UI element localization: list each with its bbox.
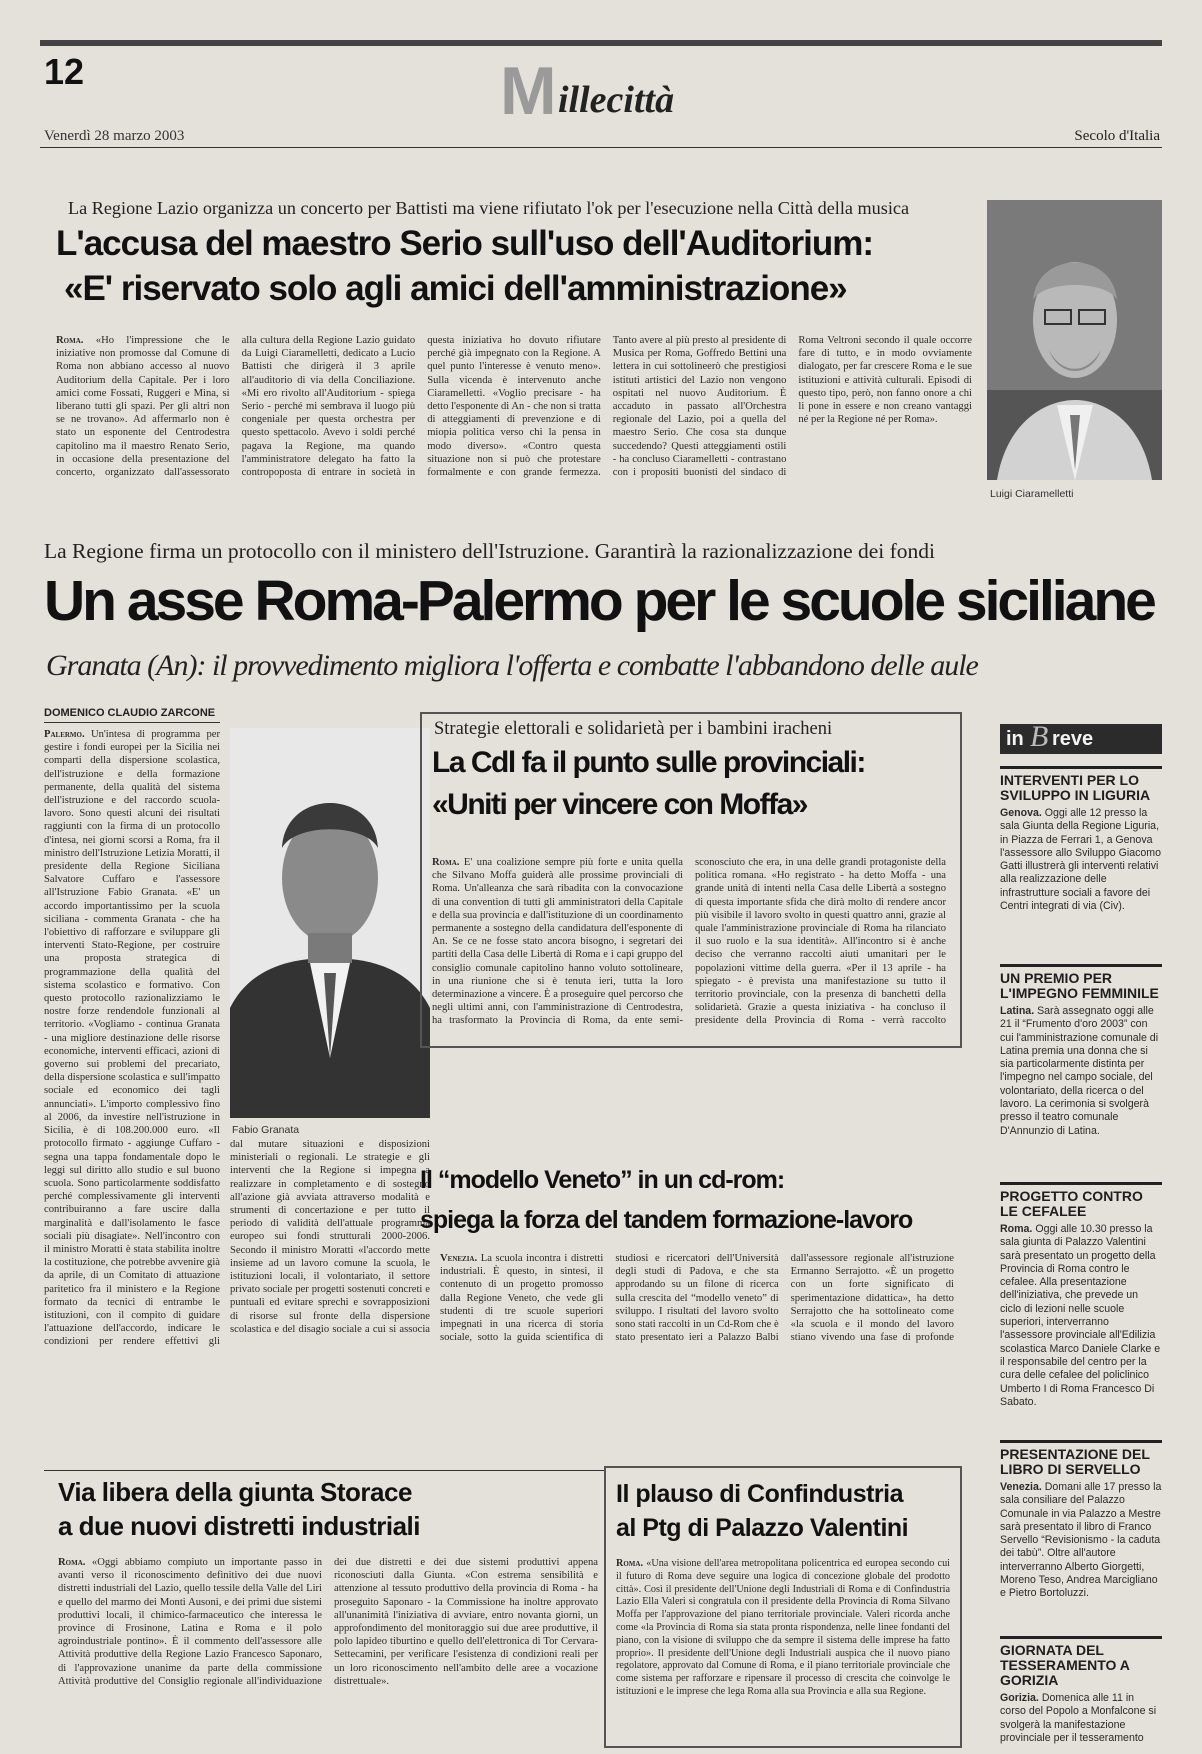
article6-title-line1: Il plauso di Confindustria — [616, 1480, 903, 1508]
article2-text-left: Un'intesa di programma per gestire i fondi europei per la Sicilia nei comparti della dispersione scolastica, dell'istruzione e della formazione permanente, della qualità del sistema dell'istruzione e del raccordo scuola-lavoro. Sono questi alcuni dei risultati raggiunti con la firma di un protocollo d'intesa, nei giorni scorsi a Roma, fra il ministro dell'Istruzione Letizia Moratti, il presidente della Regione Siciliana Salvatore Cuffaro e l'assessore all'Istruzione Fabio Granata. «E' un accordo importantissimo per la scuola siciliana - commenta Granata - che ha l'obiettivo di rafforzare e sviluppare gli interventi Stato-Regione, per costruire una proposta strategica di programmazione della qualità del sistema scolastico e formativo. Con questo protocollo razionalizziamo le nostre forze rendendole funzionali al territorio. «Vogliamo - continua Granata - una migliore destinazione delle risorse economiche, interventi efficaci, azioni di governo sui problemi del precariato, della dispersione scolastica e sull'impatto sociale ed economico dei tagli annunciati». L'importo complessivo fino al 2006, da investire nell'istruzione in Sicilia, è di 108.200.000 euro. «Il protocollo firmato - aggiunge Cuffaro - segna una tappa fondamentale dopo le leggi sul diritto allo studio e sul buono scuola. Sono particolarmente soddisfatto perché complessivamente gli interventi contribuiranno a fare uscire dalla marginalità e dall'isolamento le fasce sociali più disagiate». Nell'incontro con il ministro Moratti è stata stabilita inoltre la costituzione, che potrebbe avvenire già da aprile, di un Comitato di attuazione paritetico fra il ministero e la Regione formato da tecnici di entrambe le istituzioni, con il compito di guidare l'attuazione dell'accordo, indicare le condizioni per rendere effettivi gli — [44, 729, 220, 1348]
article5-title-line2: a due nuovi distretti industriali — [58, 1511, 420, 1541]
article1-body — [56, 334, 972, 496]
breve-item-dateline: Roma. — [1000, 1223, 1033, 1235]
breve-label-rest: reve — [1052, 728, 1094, 750]
article4-text: La scuola incontra i distretti industriali. È questo, in sintesi, il contenuto di un progetto promosso dalla Regione Veneto, che vede gli studenti di tre scuole superiori impegnati in una ricerca di storia sociale, sotto la guida scientifica di studiosi e ricercatori dell'Università degli studi di Padova, e che sta approdando su un filone di ricerca sulla crescita del “modello veneto” di sviluppo. I risultati del lavoro svolto sono stati raccolti in un Cd-Rom che è stato presentato ieri a Palazzo Balbi dall'assessore regionale all'istruzione Ermanno Serrajotto. «È un progetto con un forte significato di sperimentazione didattica», ha detto Serrajotto che ha sottolineato come «la scuola e il mondo del lavoro stiano vivendo una fase di profonde — [440, 1253, 954, 1344]
breve-item-dateline: Venezia. — [1000, 1481, 1042, 1493]
article6-body — [616, 1558, 950, 1738]
article5-title-line1: Via libera della giunta Storace — [58, 1477, 412, 1507]
breve-item — [1000, 964, 1162, 1177]
article6-dateline: Roma. — [616, 1558, 644, 1569]
article3-kicker: Strategie elettorali e solidarietà per i bambini iracheni — [434, 719, 833, 739]
article1-title-line1: L'accusa del maestro Serio sull'uso dell'Auditorium: — [56, 224, 874, 263]
article2-body-left — [44, 728, 220, 1352]
breve-item — [1000, 766, 1162, 969]
article3-text: E' una coalizione sempre più forte e unita quella che Silvano Moffa guiderà alle prossime provinciali di Roma. Un'alleanza che sarà ribadita con la convocazione di una convention di tutti gli amministratori della Capitale e della sua provincia e dall'istituzione di un coordinamento permanente a sostegno della candidatura dell'esponente di An. Se ce ne fosse stato ancora bisogno, i segretari dei partiti della Casa delle Libertà di Roma e i capi gruppo del consiglio comunale capitolino hanno voluto sottolineare, in una riunione che si è tenuta ieri, tutta la loro determinazione a vincere. È a proseguire quel percorso che negli ultimi anni, con l'amministrazione di Centrodestra, ha trasformato la Provincia di Roma, da ente semi-sconosciuto che era, in una delle grandi protagoniste della politica romana. «Ho registrato - ha detto Moffa - una grande unità di intenti nella Casa delle Libertà a sostegno di questa importante sfida che dirà molto di rendere ancor più visibile il lavoro svolto in questi quattro anni, grazie al quale l'amministrazione provinciale di Roma ha rilanciato il suo ruolo e la sua identità». All'incontro si è anche deciso che verranno raccolti aiuti umanitari per le popolazioni vittime della guerra. «Per il 13 aprile - ha spiegato - è prevista una manifestazione su tutto il territorio provinciale, con la presenza di banchetti della solidarietà. Grazie a questa iniziativa - ha concluso il presidente della Provincia di Roma - verrà raccolto — [432, 857, 946, 1027]
article1-text: «Ho l'impressione che le iniziative non promosse dal Comune di Roma non abbiano accesso al nuovo Auditorium della Capitale. Per i loro amici come Fossati, Ruggeri e Mina, si liberano tutti gli spazi. Per gli altri non se ne trovano». Ad affermarlo non è stato un esponente del Centrodestra capitolino ma il maestro Renato Serio, in occasione della presentazione del concerto, organizzato dall'assessorato alla cultura della Regione Lazio guidato da Luigi Ciaramelletti, dedicato a Lucio Battisti che dirigerà il 3 aprile all'auditorio di via della Conciliazione. «Mi ero rivolto all'Auditorium - spiega Serio - perché mi sembrava il luogo più congeniale per questa orchestra per questo spettacolo. Avevo i soldi perché pagava la Regione, ma quando l'amministratore delegato ha fatto la contropoposta di entrare in società in questa iniziativa ho dovuto rifiutare perché già impegnato con la Regione. A quel punto l'interesse è venuto meno». Sulla vicenda è intervenuto anche Ciaramelletti. «Voglio precisare - ha detto l'esponente di An - che non si tratta di atteggiamenti di prevenzione e di miopia politica verso chi la pensa in modo diverso». «Contro questa situazione non si può che protestare formalmente e con grande fermezza. Tanto avere al più presto al presidente di Musica per Roma, Goffredo Bettini una lettera in cui sottolineerò che prestigiosi istituti artistici del Lazio non vengono ospitati nel nuovo Auditorium. È accaduto in passato all'Orchestra regionale del Lazio, poi a quella del maestro Serio. Che cosa sta dunque succedendo? Questi atteggiamenti ostili - ha concluso Ciaramelletti - contrastano con i propositi buonisti del sindaco di Roma Veltroni secondo il quale occorre fare di tutto, e in modo ovviamente dialogato, per far crescere Roma e le sue istituzioni e attività culturali. Episodi di questo tipo, però, non fanno onore a chi li pone in essere e non creano vantaggi né per la Regione né per Roma». — [56, 335, 972, 479]
section-initial: M — [500, 53, 557, 129]
article2-body-right — [230, 1138, 430, 1352]
article1-kicker: La Regione Lazio organizza un concerto per Battisti ma viene rifiutato l'ok per l'esecuzione nella Città della musica — [68, 198, 910, 218]
breve-header — [1000, 720, 1162, 754]
newspaper-name: Secolo d'Italia — [1074, 128, 1160, 144]
article2-photo — [230, 728, 430, 1118]
breve-item — [1000, 1636, 1162, 1751]
article3-body — [432, 856, 946, 1036]
article4-title-line2: spiega la forza del tandem formazione-lavoro — [420, 1206, 913, 1234]
byline-rule — [44, 722, 220, 723]
article2-subtitle: Granata (An): il provvedimento migliora l'offerta e combatte l'abbandono delle aule — [46, 649, 978, 682]
article1-title-line2: «E' riservato solo agli amici dell'amministrazione» — [64, 269, 847, 308]
issue-date: Venerdì 28 marzo 2003 — [44, 128, 185, 144]
breve-item-title: PROGETTO CONTRO LE CEFALEE — [1000, 1188, 1143, 1219]
article3-title-line1: La Cdl fa il punto sulle provinciali: — [432, 746, 865, 779]
header-rule — [40, 147, 1162, 148]
article5-body — [58, 1556, 598, 1746]
breve-item-dateline: Latina. — [1000, 1005, 1035, 1017]
article4-dateline: Venezia. — [440, 1253, 478, 1264]
breve-item-text: Oggi alle 10.30 presso la sala giunta di Palazzo Valentini sarà presentato un progetto della Provincia di Roma contro le cefalee. Alla presentazione dell'iniziativa, che prevede un ciclo di lezioni nelle scuole superiori, interverranno l'assessore provinciale all'Edilizia scolastica Marco Daniele Clarke e il responsabile del centro per la cura delle cefalee del policlinico Umberto I di Roma Francesco Di Sabato. — [1000, 1223, 1161, 1408]
section-name: illecittà — [558, 79, 675, 121]
article5-text: «Oggi abbiamo compiuto un importante passo in avanti verso il riconoscimento definitivo dei due nuovi distretti industriali del Lazio, quello tessile della Valle del Liri e quello del marmo dei Monti Ausoni, e dei primi due sistemi produttivi locali, il chimico-farmaceutico che interessa le province di Frosinone, Latina e Roma e il polo agroindustriale pontino». È il commento dell'assessore alle Attività produttive della Regione Lazio Francesco Saponaro, di l'approvazione unanime da parte della commissione Attività produttive del Consiglio regionale all'individuazione dei due distretti e dei due sistemi produttivi appena riconosciuti dalla Giunta. «Con estrema sensibilità e attenzione al tessuto produttivo della provincia di Roma - ha proseguito Saponaro - la Commissione ha inoltre approvato all'unanimità l'iniziativa di avviare, entro novanta giorni, un approfondimento del monitoraggio sui due aree produttive, il polo lapideo tiburtino e quello dell'elettronica di Tor Cervara-Settecamini, per verificare l'esistenza di condizioni reali per un loro riconoscimento nell'ambito delle aree a vocazione distrettuale». — [58, 1557, 598, 1687]
article3-title-line2: «Uniti per vincere con Moffa» — [432, 788, 807, 821]
top-rule — [40, 40, 1162, 46]
breve-item — [1000, 1440, 1162, 1639]
article2-dateline: Palermo. — [44, 729, 85, 740]
breve-item-title: INTERVENTI PER LO SVILUPPO IN LIGURIA — [1000, 772, 1151, 803]
article2-kicker: La Regione firma un protocollo con il ministero dell'Istruzione. Garantirà la razionalizzazione dei fondi — [44, 539, 936, 563]
article3-dateline: Roma. — [432, 857, 460, 868]
article6-title-line2: al Ptg di Palazzo Valentini — [616, 1514, 909, 1542]
breve-label-in: in — [1006, 728, 1024, 750]
breve-item — [1000, 1182, 1162, 1437]
article4-title-line1: Il “modello Veneto” in un cd-rom: — [420, 1166, 785, 1194]
article4-body — [440, 1252, 954, 1352]
breve-item-text: Domenica alle 11 in corso del Popolo a Monfalcone si svolgerà la manifestazione provinciale per il tesseramento — [1000, 1692, 1157, 1744]
portrait-man-in-suit — [230, 728, 430, 1118]
article2-text-right: dal mutare situazioni e disposizioni ministeriali o regionali. Le strategie e gli interventi che la Regione si impegna a realizzare in completamento e di sostegno all'azione già avviata attraverso modalità e strumenti di concertazione e per tutto il periodo di validità dell'attuale programma europeo sui fondi strutturali 2000-2006. Secondo il ministro Moratti «l'accordo mette insieme ad un lavoro comune la scuola, le istituzioni locali, il volontariato, il settore privato sociale per progetti sostenuti concreti e puntuali ed evitare sprechi e sovrapposizioni di risorse sul fronte della dispersione scolastica e del disagio sociale a cui si associa — [230, 1139, 430, 1335]
breve-item-title: UN PREMIO PER L'IMPEGNO FEMMINILE — [1000, 970, 1159, 1001]
page-number: 12 — [44, 51, 85, 92]
section-masthead — [500, 53, 760, 129]
portrait-man-with-glasses — [987, 200, 1162, 480]
article1-dateline: Roma. — [56, 335, 84, 346]
breve-item-text: Oggi alle 12 presso la sala Giunta della Regione Liguria, in Piazza de Ferrari 1, a Genova l'assessore allo Sviluppo Giacomo Gatti illustrerà gli interventi relativi alla realizzazione delle infrastrutture sociali a favore dei Centri integrati di via (Civ). — [1000, 807, 1162, 913]
article2-title: Un asse Roma-Palermo per le scuole siciliane — [44, 569, 1154, 633]
breve-item-text: Domani alle 17 presso la sala consiliare del Palazzo Comunale in via Palazzo a Mestre sarà presentato il libro di Franco Servello “Revisionismo - la caduta dei tabù”. Oltre all'autore interverranno Alberto Giorgetti, Moreno Teso, Andrea Marcigliano e Pietro Bortoluzzi. — [1000, 1481, 1162, 1600]
breve-label-b: B — [1030, 720, 1049, 753]
article1-photo — [987, 200, 1162, 480]
article5-top-rule — [44, 1470, 604, 1471]
breve-item-title: GIORNATA DEL TESSERAMENTO A GORIZIA — [1000, 1642, 1130, 1688]
breve-item-dateline: Genova. — [1000, 807, 1042, 819]
article2-photo-caption: Fabio Granata — [232, 1124, 300, 1136]
article2-byline: DOMENICO CLAUDIO ZARCONE — [44, 707, 216, 719]
breve-item-dateline: Gorizia. — [1000, 1692, 1039, 1704]
article5-dateline: Roma. — [58, 1557, 86, 1568]
article6-text: «Una visione dell'area metropolitana policentrica ed europea secondo cui il futuro di Roma deve seguire una logica di concezione globale del prodotto città». Così il presidente dell'Unione degli Industriali di Roma e di Confindustria Lazio Ella Valeri si congratula con il presidente della Provincia di Roma Silvano Moffa per l'approvazione del piano territoriale provinciale. Valeri ricorda anche come «la Provincia di Roma sia stata pronta rispondenza, nelle linee fondanti del piano, con la visione di sviluppo che da sempre il sistema delle imprese ha fatto proprio». Il presidente dell'Unione degli Industriali auspica che il nuovo piano regolatore, approvato dal Comune di Roma, e il piano territoriale provinciale che come sistema per rafforzare e ripensare il processo di crescita che coinvolge le istituzioni e le imprese che lega Roma alla sua Provincia e alla sua Regione. — [616, 1558, 950, 1697]
breve-item-text: Sarà assegnato oggi alle 21 il “Frumento d'oro 2003” con cui l'amministrazione comunale di Latina premia una donna che si sia particolarmente distinta per l'impegno nel campo sociale, del volontariato, della ricerca o del lavoro. La cerimonia si svolgerà presso il teatro comunale D'Annunzio di Latina. — [1000, 1005, 1159, 1137]
breve-item-title: PRESENTAZIONE DEL LIBRO DI SERVELLO — [1000, 1446, 1150, 1477]
article1-photo-caption: Luigi Ciaramelletti — [990, 488, 1074, 500]
